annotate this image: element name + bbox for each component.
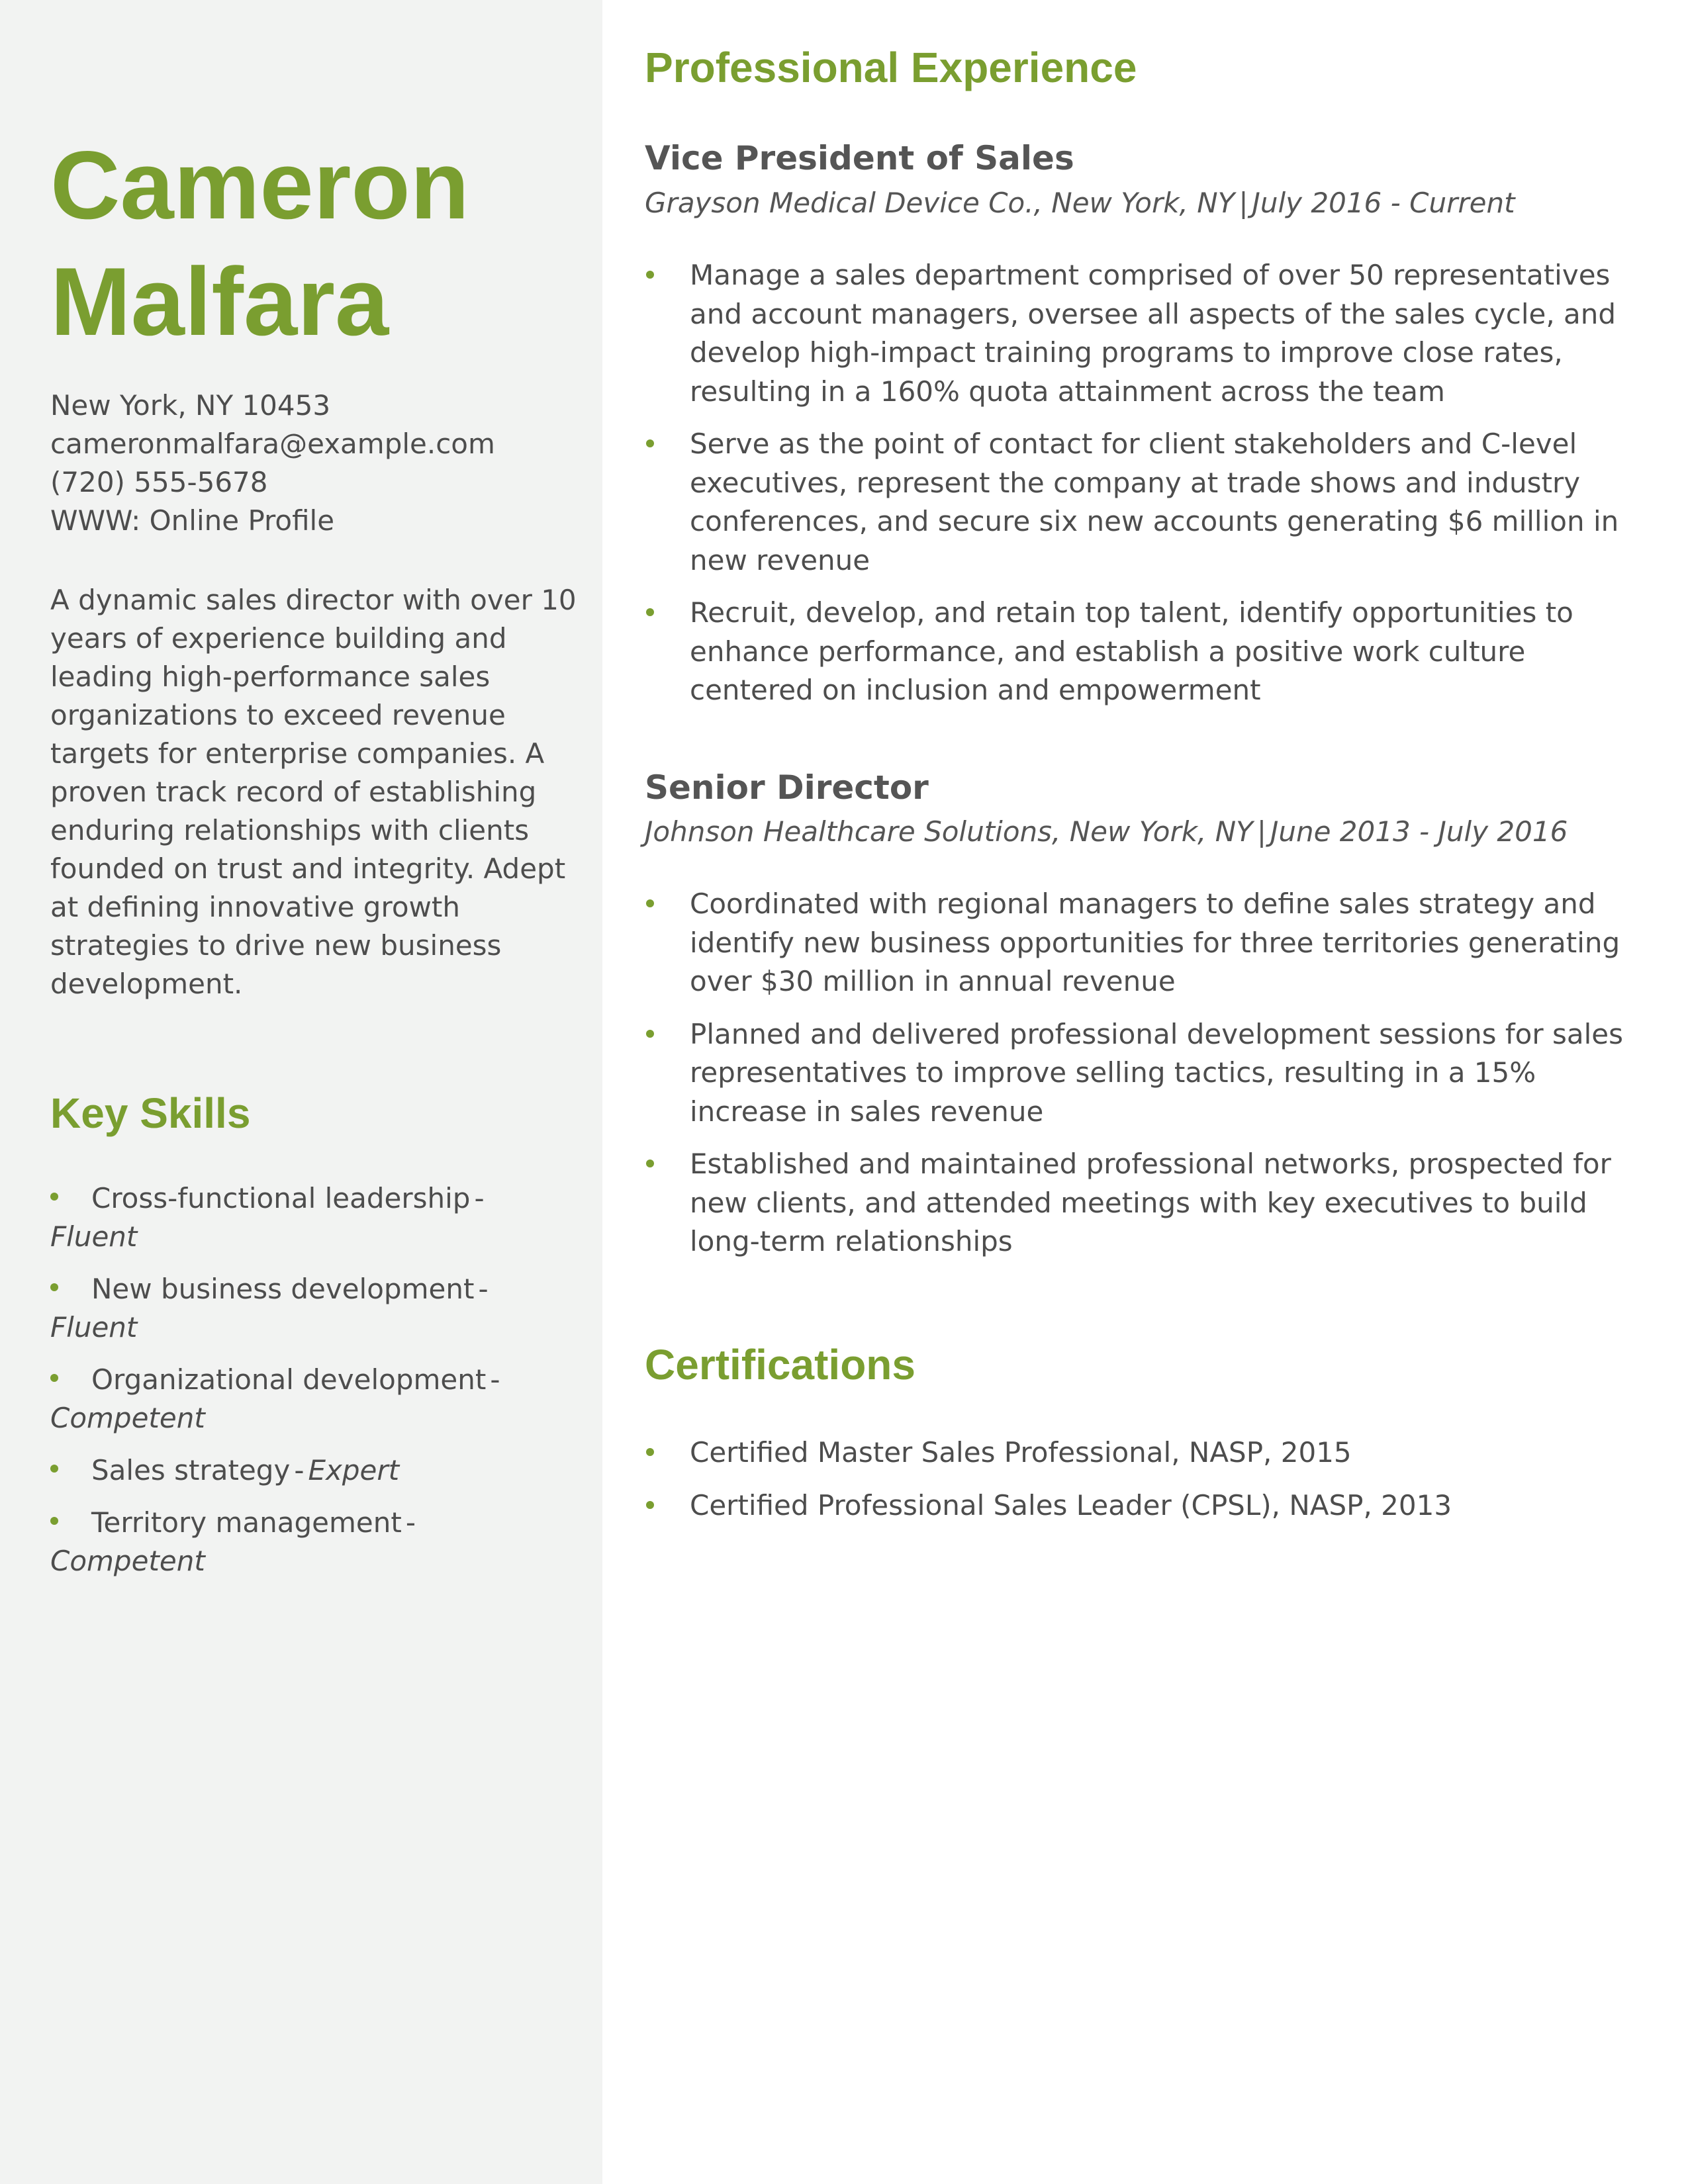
job-bullets — [645, 256, 1638, 724]
skill-separator: - — [490, 1363, 500, 1396]
skill-separator: - — [405, 1506, 416, 1539]
job-meta-separator: | — [1256, 815, 1266, 848]
last-name: Malfara — [50, 248, 389, 355]
skill-name: Sales strategy — [91, 1454, 291, 1486]
certifications-heading: Certifications — [645, 1341, 915, 1388]
skill-level: Fluent — [50, 1311, 138, 1343]
job-bullet: Established and maintained professional networks, prospected for new clients, and attended meetings with key executives to build long-term relationships — [645, 1145, 1638, 1261]
job-dates: July 2016 - Current — [1252, 187, 1515, 219]
skill-separator: - — [294, 1454, 305, 1486]
job-bullet: Recruit, develop, and retain top talent, identify opportunities to enhance performance, and establish a positive work culture centered on inclusion and empowerment — [645, 594, 1638, 710]
bullet-icon — [50, 1465, 58, 1473]
skill-item — [50, 1270, 553, 1347]
skill-item — [50, 1179, 553, 1256]
certifications-list — [645, 1433, 1638, 1539]
contact-block — [50, 387, 580, 540]
experience-heading: Professional Experience — [645, 44, 1137, 91]
job-meta — [645, 184, 1515, 222]
bullet-icon — [50, 1517, 58, 1525]
skill-level: Fluent — [50, 1220, 138, 1253]
job-company: Grayson Medical Device Co., New York, NY — [645, 187, 1235, 219]
certification-item: Certified Master Sales Professional, NASP, 2015 — [645, 1433, 1638, 1473]
candidate-name — [50, 127, 593, 360]
skill-name: New business development — [91, 1273, 475, 1305]
job-title: Vice President of Sales — [645, 139, 1074, 177]
job-bullet: Planned and delivered professional development sessions for sales representatives to improve selling tactics, resulting in a 15% increase in sales revenue — [645, 1015, 1638, 1132]
skill-item — [50, 1361, 553, 1437]
contact-address: New York, NY 10453 — [50, 389, 331, 422]
skill-name: Cross-functional leadership — [91, 1182, 471, 1214]
skill-separator: - — [478, 1273, 489, 1305]
job-meta — [645, 813, 1568, 851]
contact-website[interactable]: WWW: Online Profile — [50, 504, 335, 537]
contact-phone: (720) 555-5678 — [50, 466, 268, 498]
skill-name: Organizational development — [91, 1363, 487, 1396]
skills-list — [50, 1179, 553, 1594]
job-dates: June 2013 - July 2016 — [1270, 815, 1568, 848]
job-company: Johnson Healthcare Solutions, New York, NY — [645, 815, 1253, 848]
bullet-icon — [50, 1193, 58, 1201]
skill-level: Competent — [50, 1402, 205, 1434]
skill-name: Territory management — [91, 1506, 402, 1539]
job-title: Senior Director — [645, 768, 929, 807]
bullet-icon — [50, 1283, 58, 1291]
job-bullet: Serve as the point of contact for client stakeholders and C-level executives, represent the company at trade shows and industry conferences, and secure six new accounts generating $6 million in new revenue — [645, 425, 1638, 580]
skill-item — [50, 1504, 553, 1580]
first-name: Cameron — [50, 131, 469, 239]
job-bullet: Manage a sales department comprised of over 50 representatives and account managers, oversee all aspects of the sales cycle, and develop high-impact training programs to improve close rates, resulting in a 160% quota attainment across the team — [645, 256, 1638, 411]
bullet-icon — [50, 1374, 58, 1382]
skill-level: Expert — [308, 1454, 400, 1486]
skill-level: Competent — [50, 1545, 205, 1577]
job-meta-separator: | — [1239, 187, 1248, 219]
skill-item — [50, 1451, 553, 1490]
certification-item: Certified Professional Sales Leader (CPSL), NASP, 2013 — [645, 1486, 1638, 1525]
job-bullet: Coordinated with regional managers to define sales strategy and identify new business opportunities for three territories generating over $30 million in annual revenue — [645, 885, 1638, 1001]
contact-email[interactable]: cameronmalfara@example.com — [50, 428, 495, 460]
skills-heading: Key Skills — [50, 1089, 251, 1137]
job-bullets — [645, 885, 1638, 1275]
professional-summary: A dynamic sales director with over 10 years of experience building and leading high-performance sales organizations to exceed revenue targets for enterprise companies. A proven track record of establishing enduring relationships with clients founded on trust and integrity. Adept at defining innovative growth strategies to drive new business development. — [50, 584, 577, 1000]
skill-separator: - — [474, 1182, 485, 1214]
